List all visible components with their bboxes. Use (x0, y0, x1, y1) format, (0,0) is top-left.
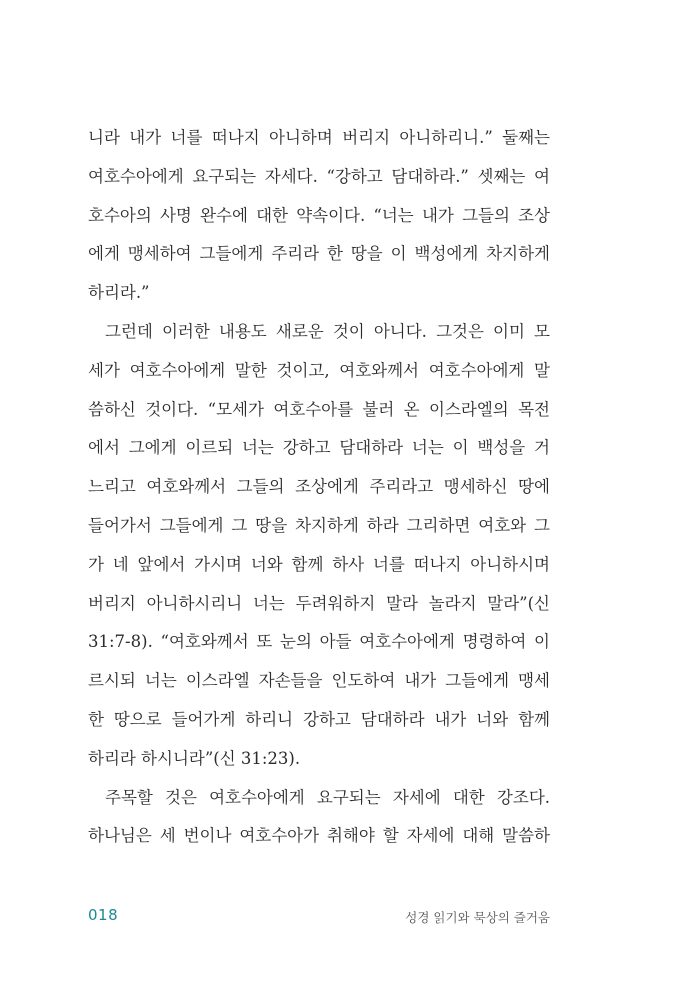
text-line: 느리고 여호와께서 그들의 조상에게 주리라고 맹세하신 땅에 (88, 477, 550, 497)
text-line: 한 땅으로 들어가게 하리니 강하고 담대하라 내가 너와 함께 (88, 709, 550, 729)
text-line: 르시되 너는 이스라엘 자손들을 인도하여 내가 그들에게 맹세 (88, 671, 550, 691)
text-line: 하리라.” (88, 283, 150, 303)
text-line: 들어가서 그들에게 그 땅을 차지하게 하라 그리하면 여호와 그 (88, 515, 550, 535)
text-line: 니라 내가 너를 떠나지 아니하며 버리지 아니하리니.” 둘째는 (88, 128, 550, 147)
paragraph-start-line: 그런데 이러한 내용도 새로운 것이 아니다. 그것은 이미 모 (105, 321, 550, 341)
running-title: 성경 읽기와 묵상의 즐거움 (405, 910, 550, 925)
text-line: 씀하신 것이다. “모세가 여호수아를 불러 온 이스라엘의 목전 (88, 399, 550, 419)
body-text (88, 119, 550, 856)
text-line: 에서 그에게 이르되 너는 강하고 담대하라 너는 이 백성을 거 (88, 438, 550, 458)
text-line: 여호수아에게 요구되는 자세다. “강하고 담대하라.” 셋째는 여 (88, 166, 550, 186)
text-line: 세가 여호수아에게 말한 것이고, 여호와께서 여호수아에게 말 (88, 360, 550, 380)
text-line: 버리지 아니하시리니 너는 두려워하지 말라 놀라지 말라”(신 (88, 593, 550, 613)
text-line: 에게 맹세하여 그들에게 주리라 한 땅을 이 백성에게 차지하게 (88, 244, 550, 264)
text-line: 가 네 앞에서 가시며 너와 함께 하사 너를 떠나지 아니하시며 (88, 554, 550, 574)
paragraph-start-line: 주목할 것은 여호수아에게 요구되는 자세에 대한 강조다. (105, 787, 550, 807)
text-line: 31:7-8). “여호와께서 또 눈의 아들 여호수아에게 명령하여 이 (88, 632, 550, 652)
text-line: 호수아의 사명 완수에 대한 약속이다. “너는 내가 그들의 조상 (88, 205, 550, 225)
text-line: 하나님은 세 번이나 여호수아가 취해야 할 자세에 대해 말씀하 (88, 826, 550, 846)
text-line: 하리라 하시니라”(신 31:23). (88, 748, 301, 768)
page-number: 018 (88, 906, 119, 924)
